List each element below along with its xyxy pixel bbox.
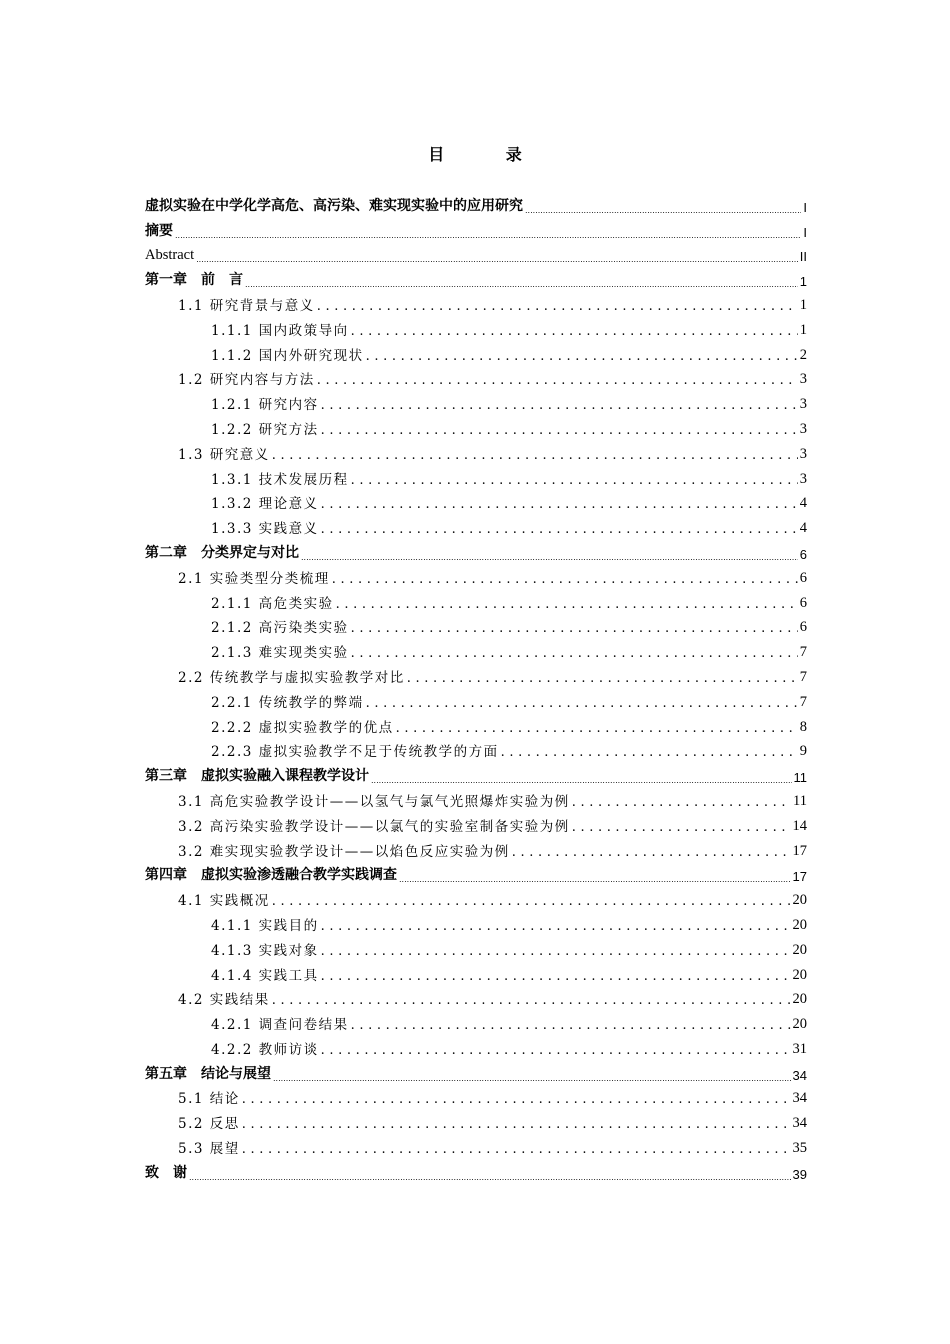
toc-label: 2.1.2 高污染类实验 xyxy=(211,620,349,637)
toc-leader xyxy=(321,1042,791,1058)
toc-page: 4 xyxy=(799,520,807,537)
toc-leader xyxy=(351,472,798,488)
toc-page: I xyxy=(803,224,807,240)
toc-label: 1.2.1 研究内容 xyxy=(211,397,319,414)
toc-page: 14 xyxy=(792,817,807,834)
toc-label: 2.2 传统教学与虚拟实验教学对比 xyxy=(178,669,405,686)
toc-page: 11 xyxy=(793,792,807,809)
toc-label: 4.2.1 调查问卷结果 xyxy=(211,1017,349,1034)
toc-leader xyxy=(351,1018,791,1034)
toc-entry-1-2-2[interactable] xyxy=(145,413,807,438)
toc-leader xyxy=(317,373,798,389)
toc-page: 39 xyxy=(792,1166,807,1182)
toc-entry-4-2[interactable] xyxy=(145,984,807,1009)
toc-leader xyxy=(366,695,798,711)
toc-label: 5.3 展望 xyxy=(178,1141,240,1158)
toc-leader xyxy=(336,596,798,612)
toc-page: 34 xyxy=(792,1090,807,1107)
toc-leader xyxy=(242,1092,791,1108)
toc-page: 17 xyxy=(792,842,807,859)
toc-page: 20 xyxy=(792,1016,807,1033)
toc-label: 1.3.2 理论意义 xyxy=(211,496,319,513)
toc-leader xyxy=(272,993,791,1009)
toc-page: I xyxy=(803,199,807,215)
toc-entry-3-1[interactable] xyxy=(145,785,807,810)
toc-entry-3-2[interactable] xyxy=(145,810,807,835)
toc-label: 4.1.4 实践工具 xyxy=(211,967,319,984)
toc-leader xyxy=(272,894,791,910)
toc-page: 2 xyxy=(799,346,807,363)
toc-entry-chapter-5[interactable] xyxy=(145,1058,807,1083)
toc-entry-abstract-en[interactable] xyxy=(145,240,807,265)
toc-label: 3.2 高污染实验教学设计——以氯气的实验室制备实验为例 xyxy=(178,818,570,835)
toc-leader xyxy=(321,918,791,934)
toc-entry-2-1[interactable] xyxy=(145,562,807,587)
toc-entry-2-1-1[interactable] xyxy=(145,587,807,612)
toc-entry-2-2-1[interactable] xyxy=(145,686,807,711)
toc-leader xyxy=(351,646,798,662)
toc-page: 3 xyxy=(799,396,807,413)
toc-page: 1 xyxy=(799,321,807,338)
toc-label: 第三章 虚拟实验融入课程教学设计 xyxy=(145,768,369,785)
toc-entry-1-3-2[interactable] xyxy=(145,488,807,513)
toc-leader xyxy=(572,794,791,810)
toc-label: 第五章 结论与展望 xyxy=(145,1065,271,1082)
toc-entry-5-3[interactable] xyxy=(145,1132,807,1157)
toc-label: 1.1.1 国内政策导向 xyxy=(211,322,349,339)
toc-page: 7 xyxy=(799,693,807,710)
toc-leader xyxy=(242,1117,791,1133)
toc-page: 11 xyxy=(793,770,807,786)
toc-entry-1-1-2[interactable] xyxy=(145,339,807,364)
toc-label: 5.2 反思 xyxy=(178,1116,240,1133)
toc-label: 1.1 研究背景与意义 xyxy=(178,297,315,314)
toc-leader xyxy=(273,1073,791,1083)
toc-page: 3 xyxy=(799,445,807,462)
toc-label: 摘要 xyxy=(145,222,173,239)
toc-label: 3.2 难实现实验教学设计——以焰色反应实验为例 xyxy=(178,843,510,860)
toc-entry-1-3-1[interactable] xyxy=(145,463,807,488)
toc-leader xyxy=(175,230,801,240)
toc-page: 20 xyxy=(792,991,807,1008)
toc-page: 8 xyxy=(799,718,807,735)
toc-page: 31 xyxy=(792,1040,807,1057)
toc-entry-1-3-3[interactable] xyxy=(145,512,807,537)
toc-entry-5-2[interactable] xyxy=(145,1107,807,1132)
toc-entry-4-2-2[interactable] xyxy=(145,1033,807,1058)
toc-leader xyxy=(189,1172,791,1182)
toc-label: 4.2 实践结果 xyxy=(178,992,270,1009)
table-of-contents xyxy=(145,190,807,1182)
toc-label: 4.1.3 实践对象 xyxy=(211,942,319,959)
toc-leader xyxy=(366,348,798,364)
toc-label: 4.2.2 教师访谈 xyxy=(211,1041,319,1058)
toc-leader xyxy=(351,621,798,637)
toc-entry-1-1[interactable] xyxy=(145,289,807,314)
toc-leader xyxy=(399,875,791,885)
toc-label: 2.1 实验类型分类梳理 xyxy=(178,570,330,587)
toc-entry-chapter-4[interactable] xyxy=(145,860,807,885)
toc-label: 4.1 实践概况 xyxy=(178,893,270,910)
toc-entry-4-1-3[interactable] xyxy=(145,934,807,959)
toc-label: 3.1 高危实验教学设计——以氢气与氯气光照爆炸实验为例 xyxy=(178,793,570,810)
toc-leader xyxy=(525,205,801,215)
toc-label: 2.2.2 虚拟实验教学的优点 xyxy=(211,719,394,736)
toc-label: 1.2 研究内容与方法 xyxy=(178,372,315,389)
toc-leader xyxy=(242,1141,791,1157)
toc-leader xyxy=(407,670,798,686)
toc-leader xyxy=(351,323,798,339)
toc-page: 6 xyxy=(799,546,807,562)
toc-page: 1 xyxy=(799,296,807,313)
toc-entry-abstract-cn[interactable] xyxy=(145,215,807,240)
toc-leader xyxy=(321,968,791,984)
toc-entry-3-3[interactable] xyxy=(145,835,807,860)
toc-leader xyxy=(321,522,798,538)
toc-leader xyxy=(396,720,798,736)
toc-label: 1.1.2 国内外研究现状 xyxy=(211,347,364,364)
toc-label: Abstract xyxy=(145,247,195,264)
toc-entry-4-2-1[interactable] xyxy=(145,1008,807,1033)
toc-entry-2-1-2[interactable] xyxy=(145,612,807,637)
toc-label: 2.2.1 传统教学的弊端 xyxy=(211,694,364,711)
toc-leader xyxy=(321,398,798,414)
toc-page: II xyxy=(799,249,807,265)
toc-page: 35 xyxy=(792,1140,807,1157)
toc-entry-4-1-4[interactable] xyxy=(145,959,807,984)
toc-label: 虚拟实验在中学化学高危、高污染、难实现实验中的应用研究 xyxy=(145,197,523,214)
toc-page: 20 xyxy=(792,966,807,983)
toc-page: 20 xyxy=(792,941,807,958)
toc-leader xyxy=(317,298,798,314)
toc-page: 4 xyxy=(799,495,807,512)
page-title: 目 录 xyxy=(428,145,550,164)
toc-leader xyxy=(332,571,798,587)
toc-label: 2.2.3 虚拟实验教学不足于传统教学的方面 xyxy=(211,744,499,761)
toc-leader xyxy=(321,943,791,959)
toc-label: 5.1 结论 xyxy=(178,1091,240,1108)
toc-leader xyxy=(196,255,798,265)
toc-page: 34 xyxy=(792,1067,807,1083)
toc-page: 3 xyxy=(799,420,807,437)
toc-leader xyxy=(321,497,798,513)
toc-label: 第二章 分类界定与对比 xyxy=(145,544,299,561)
toc-leader xyxy=(371,776,792,786)
toc-page: 6 xyxy=(799,569,807,586)
toc-label: 致 谢 xyxy=(145,1164,187,1181)
toc-entry-1-3[interactable] xyxy=(145,438,807,463)
toc-entry-2-2-3[interactable] xyxy=(145,736,807,761)
toc-label: 第四章 虚拟实验渗透融合教学实践调查 xyxy=(145,867,397,884)
toc-entry-1-2[interactable] xyxy=(145,364,807,389)
toc-label: 2.1.3 难实现类实验 xyxy=(211,645,349,662)
toc-leader xyxy=(301,552,798,562)
toc-page: 7 xyxy=(799,668,807,685)
toc-label: 2.1.1 高危类实验 xyxy=(211,595,334,612)
toc-page: 9 xyxy=(799,743,807,760)
toc-leader xyxy=(321,422,798,438)
toc-page: 17 xyxy=(792,869,807,885)
toc-label: 4.1.1 实践目的 xyxy=(211,917,319,934)
toc-page: 3 xyxy=(799,371,807,388)
toc-entry-1-1-1[interactable] xyxy=(145,314,807,339)
toc-entry-1-2-1[interactable] xyxy=(145,388,807,413)
toc-entry-2-2[interactable] xyxy=(145,661,807,686)
toc-leader xyxy=(572,819,791,835)
toc-entry-2-1-3[interactable] xyxy=(145,636,807,661)
toc-label: 第一章 前 言 xyxy=(145,272,243,289)
toc-entry-chapter-2[interactable] xyxy=(145,537,807,562)
toc-page: 6 xyxy=(799,594,807,611)
toc-label: 1.3 研究意义 xyxy=(178,446,270,463)
toc-entry-acknowledgements[interactable] xyxy=(145,1157,807,1182)
toc-label: 1.2.2 研究方法 xyxy=(211,421,319,438)
toc-entry-5-1[interactable] xyxy=(145,1083,807,1108)
toc-page: 20 xyxy=(792,892,807,909)
toc-page: 6 xyxy=(799,619,807,636)
toc-label: 1.3.1 技术发展历程 xyxy=(211,471,349,488)
toc-entry-2-2-2[interactable] xyxy=(145,711,807,736)
toc-leader xyxy=(501,745,798,761)
toc-entry-chapter-1[interactable] xyxy=(145,264,807,289)
toc-page: 3 xyxy=(799,470,807,487)
toc-label: 1.3.3 实践意义 xyxy=(211,521,319,538)
toc-entry-thesis-title[interactable] xyxy=(145,190,807,215)
toc-leader xyxy=(272,447,798,463)
toc-page: 20 xyxy=(792,916,807,933)
toc-leader xyxy=(512,844,791,860)
toc-page: 7 xyxy=(799,644,807,661)
toc-leader xyxy=(245,280,798,290)
toc-entry-4-1-1[interactable] xyxy=(145,909,807,934)
toc-page: 1 xyxy=(799,274,807,290)
toc-page: 34 xyxy=(792,1115,807,1132)
toc-entry-4-1[interactable] xyxy=(145,884,807,909)
toc-entry-chapter-3[interactable] xyxy=(145,760,807,785)
